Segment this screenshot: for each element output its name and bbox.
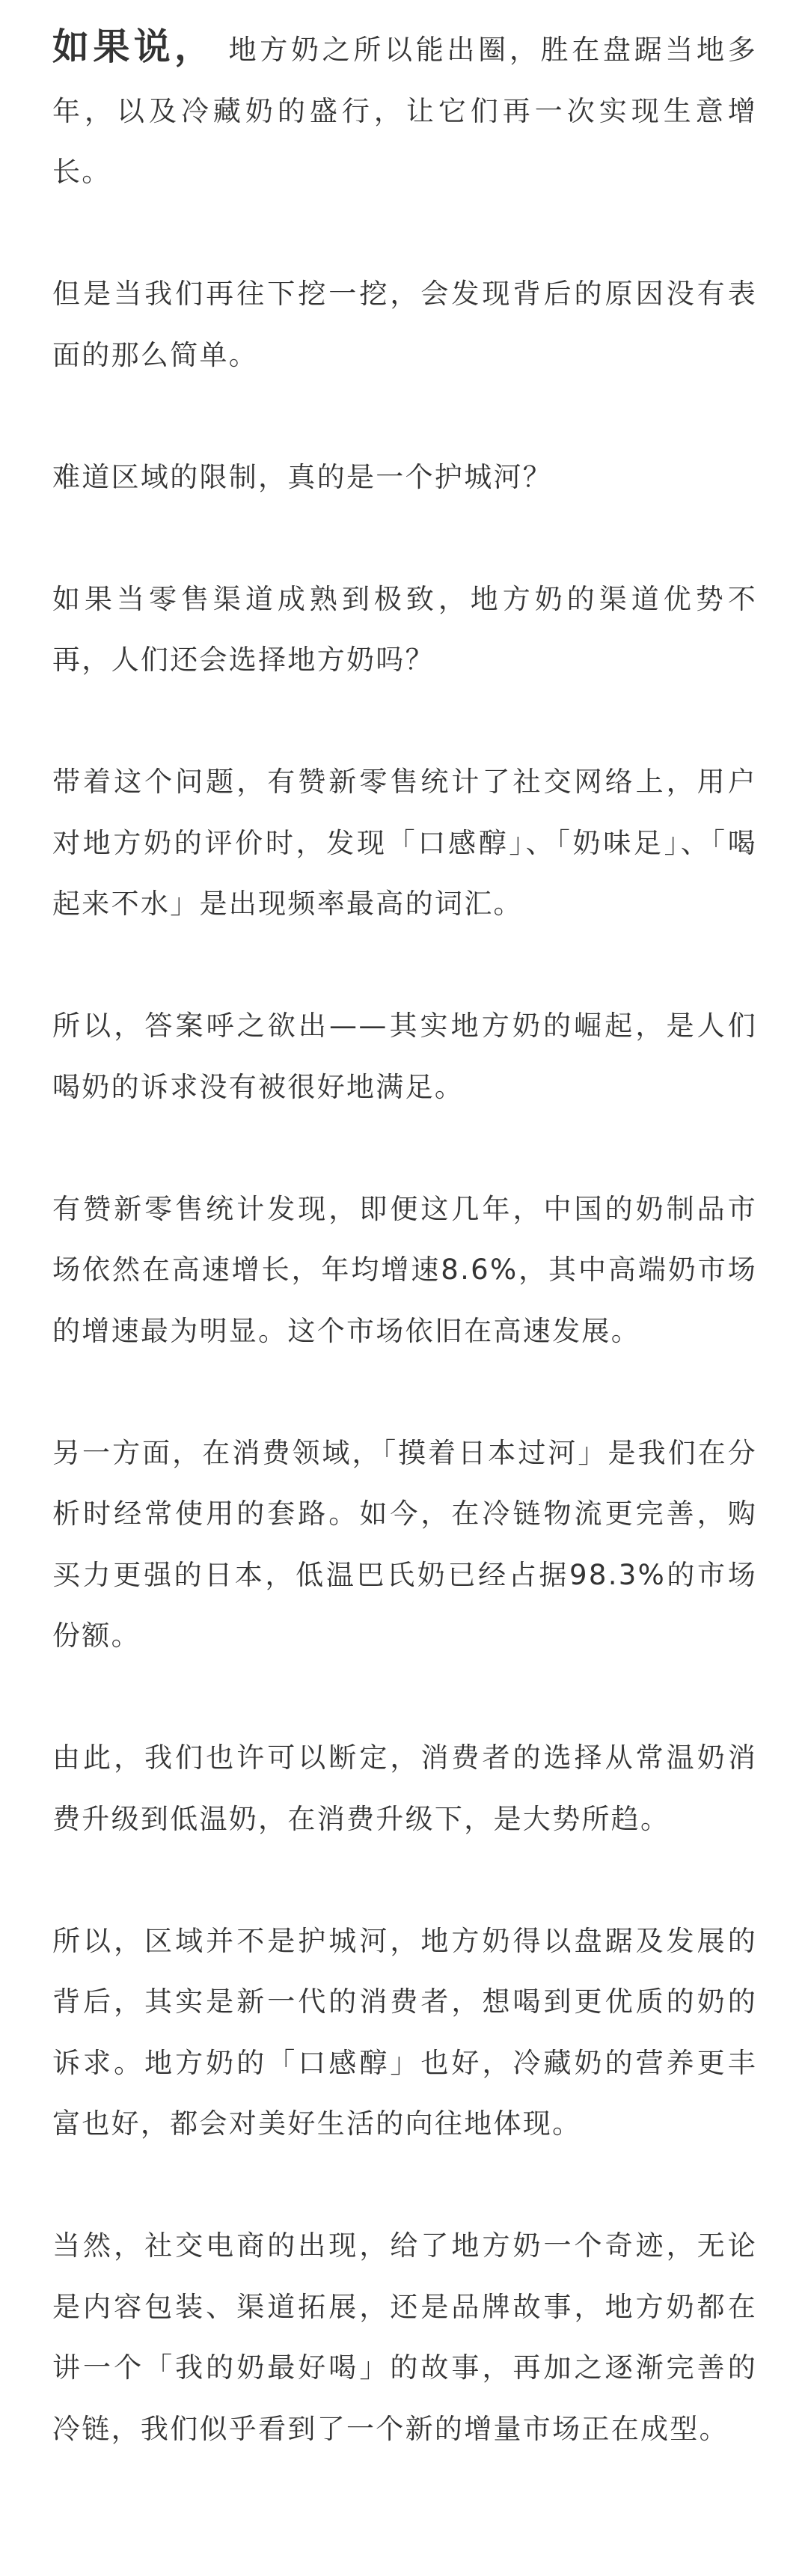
- paragraph: 如果当零售渠道成熟到极致，地方奶的渠道优势不再，人们还会选择地方奶吗？: [52, 582, 757, 676]
- paragraph-text: 地方奶之所以能出圈，胜在盘踞当地多年，以及冷藏奶的盛行，让它们再一次实现生意增长。: [52, 34, 757, 188]
- paragraph: 由此，我们也许可以断定，消费者的选择从常温奶消费升级到低温奶，在消费升级下，是大势所趋。: [52, 1742, 757, 1835]
- paragraph: 所以，区域并不是护城河，地方奶得以盘踞及发展的背后，其实是新一代的消费者，想喝到更优质的奶的诉求。地方奶的「口感醇」也好，冷藏奶的营养更丰富也好，都会对美好生活的向往地体现。: [52, 1924, 757, 2140]
- paragraph: 当然，社交电商的出现，给了地方奶一个奇迹，无论是内容包装、渠道拓展，还是品牌故事，地方奶都在讲一个「我的奶最好喝」的故事，再加之逐渐完善的冷链，我们似乎看到了一个新的增量市场正在成型。: [52, 2229, 757, 2445]
- paragraph: 另一方面，在消费领域，「摸着日本过河」是我们在分析时经常使用的套路。如今，在冷链物流更完善，购买力更强的日本，低温巴氏奶已经占据98.3%的市场份额。: [52, 1436, 757, 1652]
- paragraph-intro: [52, 16, 757, 203]
- lead-phrase: 如果说，: [52, 25, 215, 68]
- paragraph: 但是当我们再往下挖一挖，会发现背后的原因没有表面的那么简单。: [52, 278, 757, 371]
- paragraph: 难道区域的限制，真的是一个护城河？: [52, 460, 553, 493]
- paragraph: 所以，答案呼之欲出——其实地方奶的崛起，是人们喝奶的诉求没有被很好地满足。: [52, 1010, 757, 1103]
- paragraph: 有赞新零售统计发现，即便这几年，中国的奶制品市场依然在高速增长，年均增速8.6%，其中高端奶市场的增速最为明显。这个市场依旧在高速发展。: [52, 1192, 757, 1347]
- paragraph: 带着这个问题，有赞新零售统计了社交网络上，用户对地方奶的评价时，发现「口感醇」、「奶味足」、「喝起来不水」是出现频率最高的词汇。: [52, 766, 757, 920]
